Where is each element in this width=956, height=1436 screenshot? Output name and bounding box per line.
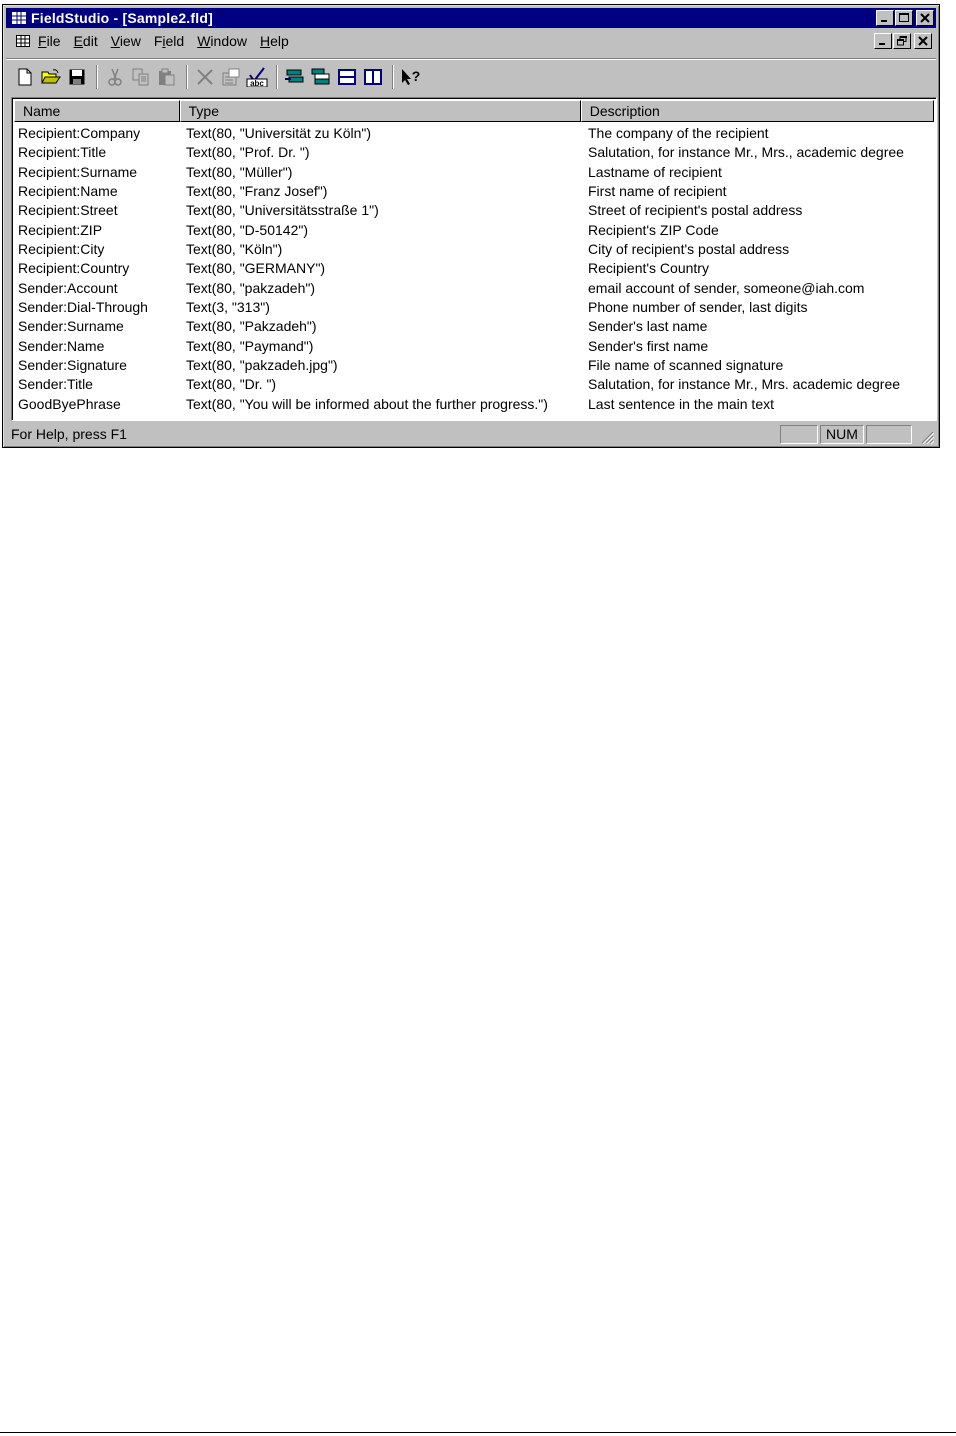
toolbar-separator (186, 65, 188, 89)
cell-name: Recipient:Street (18, 202, 118, 219)
table-row[interactable] (14, 201, 934, 220)
table-row[interactable] (14, 163, 934, 182)
properties-button[interactable] (220, 66, 242, 88)
table-row[interactable] (14, 337, 934, 356)
status-panel-num: NUM (820, 425, 864, 444)
context-help-icon (400, 68, 422, 86)
toolbar-separator (392, 65, 394, 89)
cell-name: Sender:Account (18, 279, 118, 296)
minimize-icon (880, 13, 890, 23)
table-row[interactable] (14, 375, 934, 394)
status-panel-caps (780, 425, 818, 444)
cell-type: Text(80, "Paymand") (186, 337, 314, 354)
column-headers (14, 100, 934, 122)
doc-restore-button[interactable] (893, 33, 911, 49)
cell-type: Text(80, "Müller") (186, 163, 293, 180)
cell-description: Salutation, for instance Mr., Mrs., academic degree (588, 144, 904, 161)
cell-description: Recipient's Country (588, 260, 709, 277)
split-vertical-icon (364, 69, 382, 85)
cell-type: Text(80, "pakzadeh.jpg") (186, 357, 338, 374)
paste-button[interactable] (156, 66, 178, 88)
copy-icon (132, 68, 150, 86)
properties-icon (222, 68, 240, 86)
table-row[interactable] (14, 240, 934, 259)
cell-description: Last sentence in the main text (588, 395, 774, 412)
cell-type: Text(80, "Pakzadeh") (186, 318, 317, 335)
page-bottom-rule (0, 1432, 956, 1433)
cell-description: Recipient's ZIP Code (588, 221, 719, 238)
toolbar-separator (96, 65, 98, 89)
cell-description: File name of scanned signature (588, 357, 784, 374)
spellcheck-button[interactable] (246, 66, 268, 88)
cut-button[interactable] (104, 66, 126, 88)
status-panel-scroll (866, 425, 912, 444)
title-bar[interactable] (6, 8, 936, 28)
close-icon (918, 36, 928, 46)
move-field-button[interactable] (310, 66, 332, 88)
table-row[interactable] (14, 221, 934, 240)
split-horizontal-button[interactable] (336, 66, 358, 88)
column-header-type[interactable]: Type (180, 100, 581, 122)
cell-type: Text(80, "Köln") (186, 241, 283, 258)
cell-name: Sender:Dial-Through (18, 299, 148, 316)
table-row[interactable] (14, 143, 934, 162)
app-grid-icon (12, 12, 26, 24)
column-header-name[interactable]: Name (14, 100, 180, 122)
minimize-icon (878, 36, 888, 46)
doc-close-button[interactable] (914, 33, 932, 49)
status-bar (6, 423, 936, 445)
cell-description: Phone number of sender, last digits (588, 299, 808, 316)
insert-field-button[interactable] (284, 66, 306, 88)
window-title: FieldStudio - [Sample2.fld] (31, 10, 213, 26)
doc-minimize-button[interactable] (874, 33, 892, 49)
paste-icon (158, 68, 176, 86)
svg-text:?: ? (411, 67, 421, 84)
cell-description: City of recipient's postal address (588, 241, 790, 258)
maximize-icon (899, 13, 909, 23)
table-row[interactable] (14, 317, 934, 336)
cell-type: Text(80, "Universitätsstraße 1") (186, 202, 379, 219)
cell-type: Text(80, "pakzadeh") (186, 279, 316, 296)
close-icon (920, 13, 930, 23)
new-button[interactable] (14, 66, 36, 88)
insert-field-icon (285, 68, 305, 86)
cell-name: Sender:Name (18, 337, 105, 354)
cell-name: Sender:Title (18, 376, 93, 393)
spellcheck-icon (246, 67, 268, 87)
cell-type: Text(3, "313") (186, 299, 270, 316)
toolbar (6, 58, 936, 94)
copy-button[interactable] (130, 66, 152, 88)
delete-icon (196, 68, 214, 86)
cell-name: Recipient:Title (18, 144, 107, 161)
cell-description: Sender's last name (588, 318, 708, 335)
split-horizontal-icon (338, 69, 356, 85)
cell-description: Lastname of recipient (588, 163, 722, 180)
cell-name: Recipient:Company (18, 125, 141, 141)
maximize-button[interactable] (895, 10, 913, 26)
cell-name: Recipient:Name (18, 183, 118, 200)
cell-type: Text(80, "GERMANY") (186, 260, 326, 277)
toolbar-separator (276, 65, 278, 89)
cell-type: Text(80, "Prof. Dr. ") (186, 144, 310, 161)
menu-view[interactable]: View (110, 33, 141, 49)
cell-description: Salutation, for instance Mr., Mrs. academic degree (588, 376, 901, 393)
cell-type: Text(80, "Franz Josef") (186, 183, 328, 200)
cell-name: GoodByePhrase (18, 395, 121, 412)
document-grid-icon[interactable] (16, 35, 30, 47)
table-row[interactable] (14, 298, 934, 317)
status-help-text: For Help, press F1 (11, 426, 127, 442)
table-row[interactable] (14, 182, 934, 201)
cut-icon (108, 68, 122, 86)
open-icon (41, 69, 61, 85)
application-window (2, 4, 940, 448)
table-row[interactable] (14, 124, 934, 143)
minimize-button[interactable] (876, 10, 894, 26)
table-row[interactable] (14, 259, 934, 278)
save-icon (69, 69, 85, 85)
table-row[interactable] (14, 395, 934, 414)
menu-bar (6, 30, 936, 52)
menu-window[interactable]: Window (197, 33, 248, 49)
cell-name: Recipient:Country (18, 260, 130, 277)
table-row[interactable] (14, 356, 934, 375)
cell-type: Text(80, "Dr. ") (186, 376, 277, 393)
cell-description: email account of sender, someone@iah.com (588, 279, 865, 296)
cell-description: The company of the recipient (588, 125, 769, 141)
menu-help[interactable]: Help (260, 33, 289, 49)
cell-type: Text(80, "D-50142") (186, 221, 308, 238)
delete-button[interactable] (194, 66, 216, 88)
menu-file[interactable]: File (38, 33, 61, 49)
menu-field[interactable]: Field (153, 33, 185, 49)
cell-name: Sender:Signature (18, 357, 127, 374)
cell-description: First name of recipient (588, 183, 727, 200)
cell-name: Recipient:Surname (18, 163, 138, 180)
cell-name: Recipient:City (18, 241, 105, 258)
cell-type: Text(80, "Universität zu Köln") (186, 125, 372, 141)
restore-icon (897, 36, 907, 46)
split-vertical-button[interactable] (362, 66, 384, 88)
move-field-icon (311, 68, 331, 86)
table-row[interactable] (14, 279, 934, 298)
cell-name: Sender:Surname (18, 318, 124, 335)
field-list[interactable] (11, 97, 937, 421)
open-button[interactable] (40, 66, 62, 88)
svg-text:abc: abc (250, 78, 264, 87)
cell-name: Recipient:ZIP (18, 221, 103, 238)
context-help-button[interactable] (400, 66, 422, 88)
menu-edit[interactable]: Edit (73, 33, 98, 49)
cell-description: Street of recipient's postal address (588, 202, 803, 219)
close-button[interactable] (916, 10, 934, 26)
save-button[interactable] (66, 66, 88, 88)
cell-description: Sender's first name (588, 337, 709, 354)
resize-grip-icon[interactable] (920, 430, 934, 444)
table-rows (14, 124, 934, 414)
column-header-description[interactable]: Description (581, 100, 934, 122)
new-icon (17, 68, 33, 86)
cell-type: Text(80, "You will be informed about the further progress.") (186, 395, 548, 412)
